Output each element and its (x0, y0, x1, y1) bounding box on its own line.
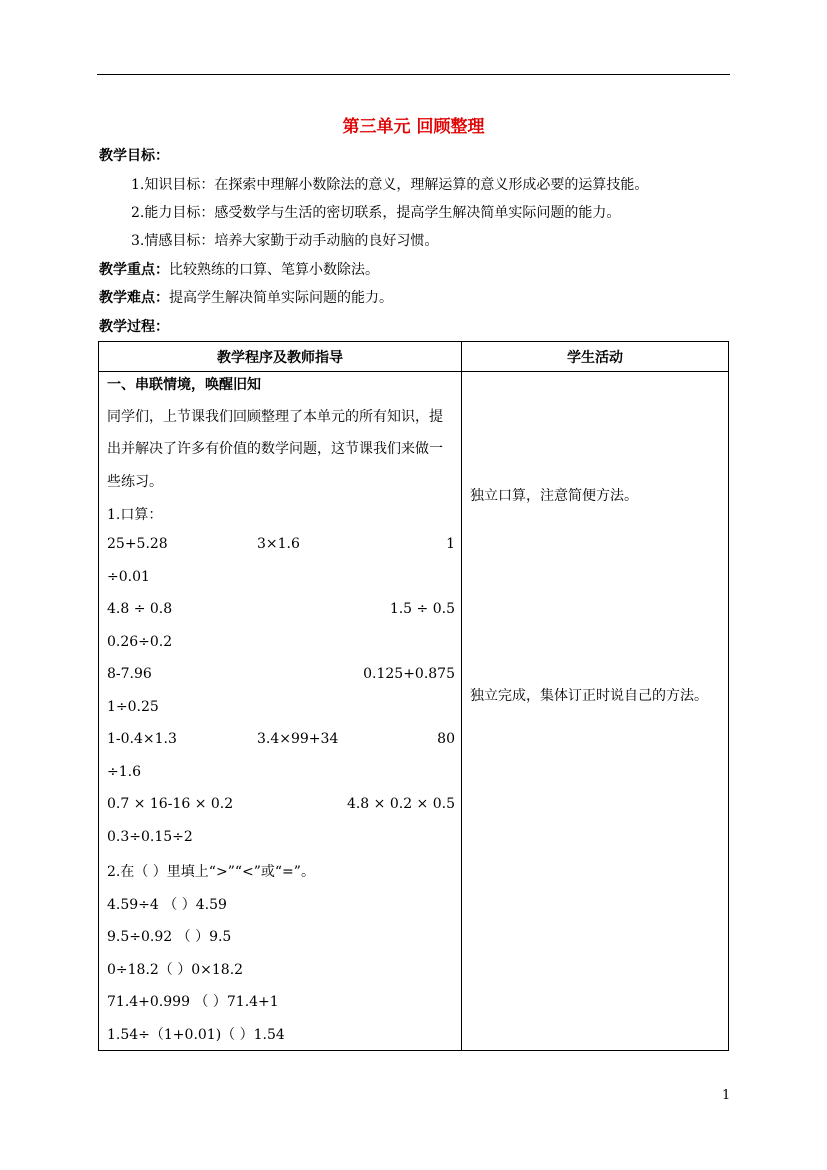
key-label: 教学重点： (99, 262, 169, 278)
oral-row (107, 699, 455, 715)
oral-row (107, 634, 455, 650)
key-text: 比较熟练的口算、笔算小数除法。 (169, 262, 379, 278)
oral-item: 0.26÷0.2 (107, 634, 173, 650)
oral-row (107, 569, 455, 585)
compare-item: 9.5÷0.92 （ ）9.5 (107, 929, 232, 945)
oral-item: 0.7 × 16-16 × 0.2 (107, 796, 234, 812)
oral-item: ÷0.01 (107, 569, 150, 585)
oral-item: 4.8 × 0.2 × 0.5 (346, 796, 455, 812)
oral-item: 25+5.28 (107, 536, 168, 552)
oral-label: 1.口算： (107, 507, 163, 523)
oral-item: 0.3÷0.15÷2 (107, 829, 193, 845)
compare-label: 2.在（ ）里填上“>”“<”或“=”。 (107, 864, 315, 880)
oral-item: ÷1.6 (107, 764, 141, 780)
oral-row (107, 796, 455, 812)
key-point (99, 259, 379, 279)
compare-item: 71.4+0.999 （ ）71.4+1 (107, 994, 279, 1010)
oral-item: 1 (446, 536, 455, 552)
process-label: 教学过程： (99, 319, 169, 335)
oral-row (107, 829, 455, 845)
oral-item: 3×1.6 (257, 536, 300, 552)
difficulty-label: 教学难点： (99, 290, 169, 306)
section-title: 一、串联情境，唤醒旧知 (107, 377, 261, 393)
difficulty-text: 提高学生解决简单实际问题的能力。 (169, 290, 393, 306)
oral-item: 4.8 ÷ 0.8 (107, 601, 173, 617)
page-title: 第三单元 回顾整理 (342, 117, 485, 137)
difficulty-point (99, 287, 393, 307)
lesson-table (98, 341, 729, 1051)
objective-2: 2.能力目标：感受数学与生活的密切联系，提高学生解决简单实际问题的能力。 (131, 205, 621, 221)
header-teacher: 教学程序及教师指导 (99, 342, 462, 372)
oral-item: 3.4×99+34 (257, 731, 339, 747)
objective-3: 3.情感目标：培养大家勤于动手动脑的良好习惯。 (131, 233, 439, 249)
oral-item: 0.125+0.875 (363, 666, 455, 682)
student-cell (462, 372, 729, 1051)
oral-item: 1÷0.25 (107, 699, 159, 715)
intro-line: 出并解决了许多有价值的数学问题，这节课我们来做一 (107, 441, 443, 457)
oral-row (107, 666, 455, 682)
student-activity: 独立口算，注意简便方法。 (470, 488, 638, 504)
oral-row (107, 731, 455, 747)
oral-item: 1.5 ÷ 0.5 (389, 601, 455, 617)
objective-1: 1.知识目标：在探索中理解小数除法的意义，理解运算的意义形成必要的运算技能。 (131, 177, 649, 193)
header-student: 学生活动 (462, 342, 729, 372)
page-number: 1 (722, 1088, 731, 1103)
compare-item: 0÷18.2（ ）0×18.2 (107, 962, 244, 978)
compare-item: 4.59÷4 （ ）4.59 (107, 897, 227, 913)
oral-row (107, 601, 455, 617)
oral-row (107, 764, 455, 780)
oral-item: 1-0.4×1.3 (107, 731, 177, 747)
objectives-label: 教学目标： (99, 148, 169, 164)
compare-item: 1.54÷（1+0.01)（ ）1.54 (107, 1027, 285, 1043)
intro-line: 些练习。 (107, 474, 163, 490)
oral-item: 80 (437, 731, 455, 747)
oral-item: 8-7.96 (107, 666, 152, 682)
teacher-cell (99, 372, 462, 1051)
header-rule (97, 74, 730, 75)
oral-row (107, 536, 455, 552)
student-activity: 独立完成，集体订正时说自己的方法。 (470, 688, 708, 704)
intro-line: 同学们，上节课我们回顾整理了本单元的所有知识，提 (107, 409, 443, 425)
